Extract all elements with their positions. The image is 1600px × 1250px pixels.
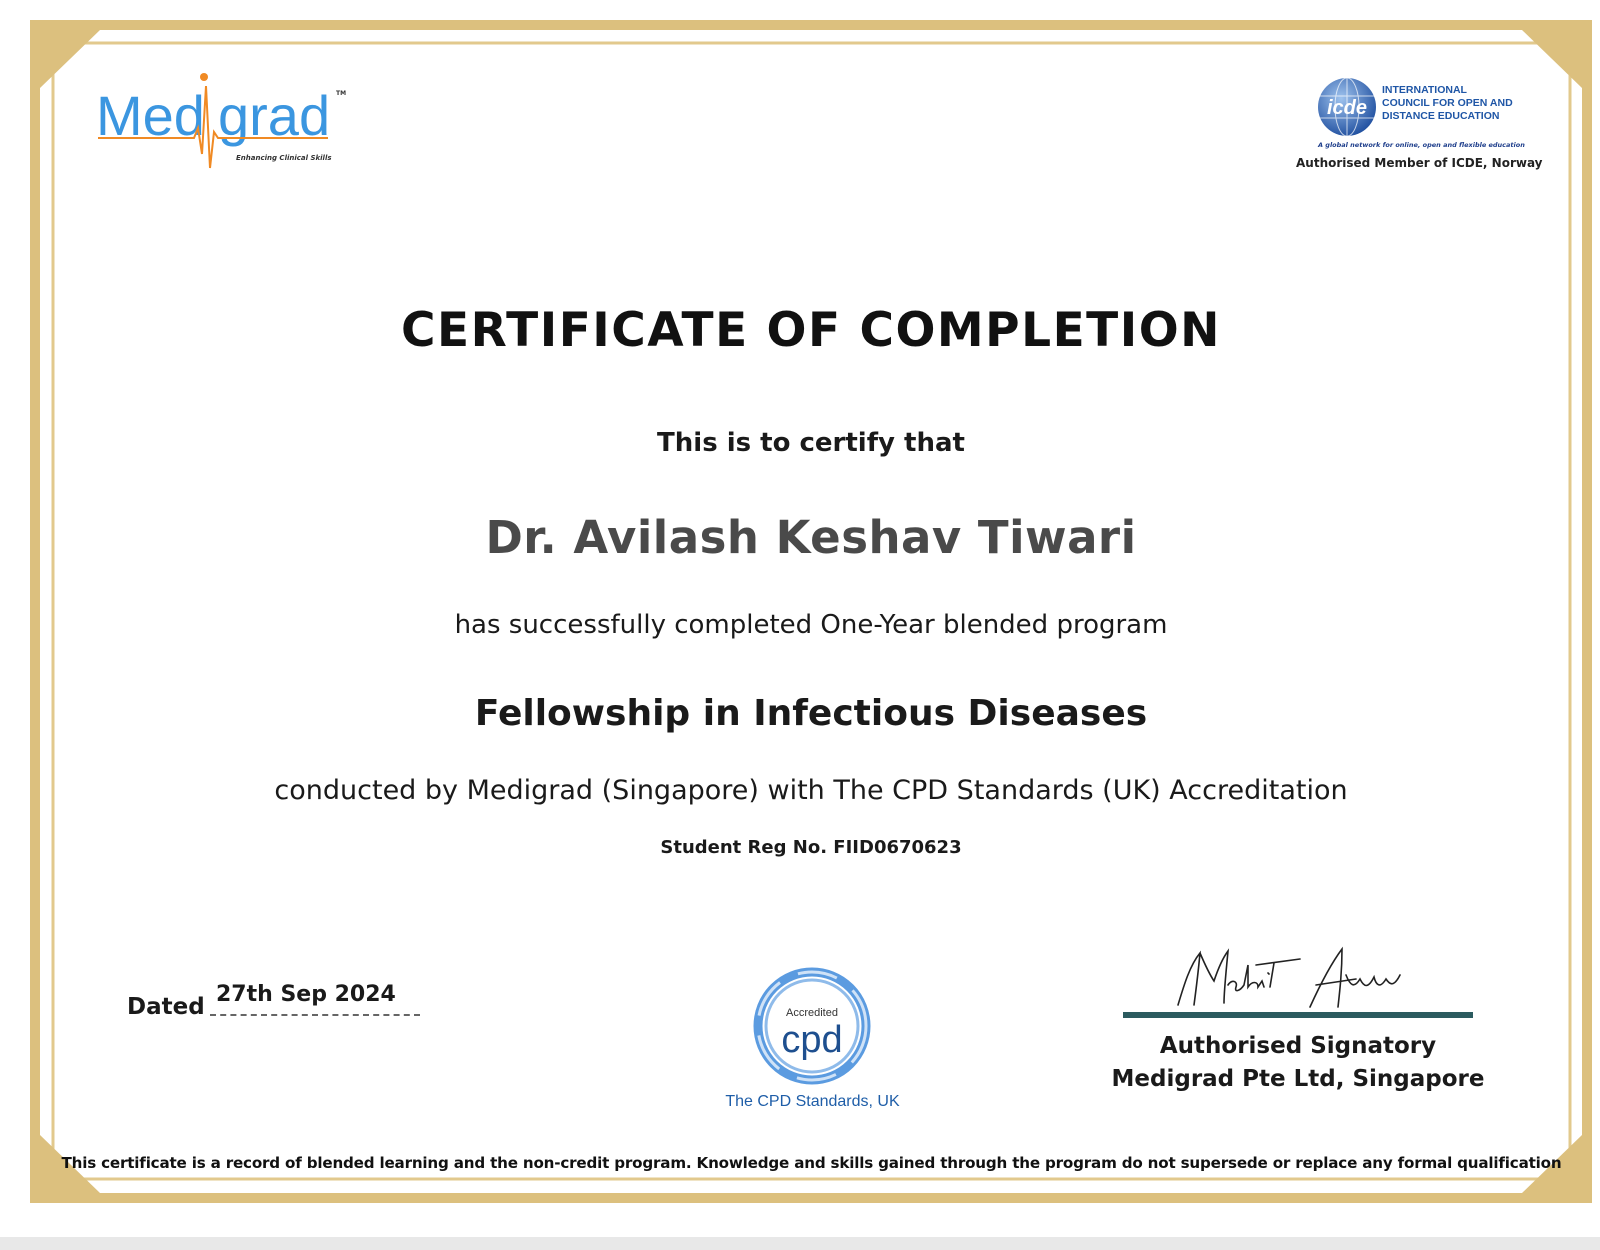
- signature-rule: [1123, 1012, 1473, 1018]
- certificate-title: CERTIFICATE OF COMPLETION: [400, 303, 1222, 358]
- cpd-accredited-text: Accredited: [786, 1007, 838, 1019]
- certify-intro: This is to certify that: [657, 428, 965, 458]
- student-reg-no: Student Reg No. FIID0670623: [660, 837, 962, 858]
- dated-label: Dated: [127, 994, 205, 1020]
- icde-globe-icon: [1316, 76, 1378, 138]
- logo-trademark: TM: [336, 90, 347, 97]
- icde-globe-text: icde: [1326, 97, 1368, 119]
- conducted-by: conducted by Medigrad (Singapore) with The CPD Standards (UK) Accreditation: [274, 775, 1348, 806]
- corner-ornament-top-left: [30, 20, 100, 88]
- recipient-name: Dr. Avilash Keshav Tiwari: [485, 511, 1137, 564]
- program-name: Fellowship in Infectious Diseases: [474, 693, 1148, 734]
- footer-disclaimer: This certificate is a record of blended learning and the non-credit program. Knowledge and skills gained through the program do not supersede or replace any formal qualification: [61, 1154, 1561, 1172]
- corner-ornament-top-right: [1522, 20, 1592, 88]
- icde-tagline: A global network for online, open and flexible education: [1318, 141, 1525, 149]
- logo-tagline: Enhancing Clinical Skills: [236, 154, 332, 162]
- cpd-mark-text: cpd: [781, 1019, 843, 1061]
- logo-text-med: Med: [96, 84, 205, 147]
- icde-name-line3: DISTANCE EDUCATION: [1382, 110, 1500, 122]
- dated-value: 27th Sep 2024: [216, 982, 396, 1007]
- logo-text-grad: grad: [218, 84, 331, 147]
- signatory-title: Authorised Signatory: [1159, 1033, 1437, 1059]
- date-underline: [210, 1014, 420, 1016]
- icde-name-line2: COUNCIL FOR OPEN AND: [1382, 97, 1513, 109]
- completion-statement: has successfully completed One-Year blended program: [454, 610, 1168, 640]
- cpd-caption: The CPD Standards, UK: [725, 1093, 900, 1110]
- icde-name-line1: INTERNATIONAL: [1382, 84, 1467, 96]
- signatory-organisation: Medigrad Pte Ltd, Singapore: [1111, 1066, 1485, 1092]
- medigrad-logo: [96, 86, 356, 176]
- cpd-accreditation-seal: [752, 966, 872, 1086]
- signature: [1170, 945, 1430, 1015]
- icde-membership: Authorised Member of ICDE, Norway: [1296, 156, 1543, 170]
- bottom-bar: [0, 1237, 1600, 1250]
- icde-badge: [1296, 76, 1543, 176]
